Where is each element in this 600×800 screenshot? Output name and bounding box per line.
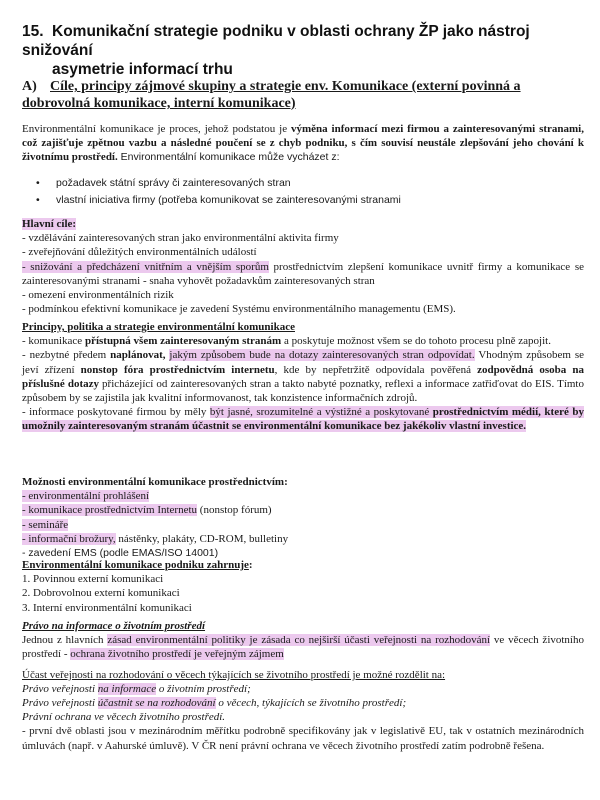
text-span: Právo veřejnosti — [22, 682, 98, 695]
page-title — [22, 22, 582, 79]
goals-heading: Hlavní cíle: — [22, 218, 77, 230]
text-span: , kde by nepřetržitě odpovídala pověřená — [274, 363, 478, 376]
text-span: nonstop fóra prostřednictvím internetu — [80, 363, 275, 376]
possibilities-heading: Možnosti environmentální komunikace prostřednictvím: — [22, 476, 288, 488]
text-span: a poskytuje možnost všem se do tohoto procesu plně zapojit. — [281, 335, 551, 348]
text-span: o životním prostředí; — [156, 682, 251, 695]
list-item: - podmínkou efektivní komunikace je zavedení Systému environmentálního managementu (EMS). — [22, 303, 456, 316]
intro-bullet-list — [22, 176, 584, 207]
right-info-paragraph — [22, 633, 584, 661]
title-number: 15. — [22, 23, 44, 40]
text-span: na informace — [97, 682, 157, 695]
section-a-heading — [22, 78, 582, 112]
list-item: - zveřejňování důležitých environmentálních událostí — [22, 246, 257, 259]
text-span: - informace poskytované firmou by měly — [22, 406, 210, 419]
text-span: : — [248, 559, 253, 571]
text-span: - informační brožury, — [22, 532, 116, 545]
list-item: Právní ochrana ve věcech životního prostředí. — [22, 711, 226, 724]
goals-block — [22, 217, 584, 316]
principle-3 — [22, 405, 584, 433]
text-span: účastnit se na rozhodování — [97, 697, 216, 710]
list-item: 3. Interní environmentální komunikaci — [22, 601, 192, 614]
list-item: - vzdělávání zainteresovaných stran jako environmentální aktivita firmy — [22, 232, 339, 245]
list-item: 2. Dobrovolnou externí komunikaci — [22, 587, 180, 600]
right-info-heading: Právo na informace o životním prostředí — [22, 620, 206, 632]
text-span: zodpovědná osoba na příslušné dotazy — [22, 363, 584, 390]
list-item — [22, 518, 584, 532]
text-span: nástěnky, plakáty, CD-ROM, bulletiny — [115, 532, 289, 545]
right-info-block — [22, 619, 584, 753]
text-span: jakým způsobem bude na dotazy zainteresovaných stran odpovídat. — [169, 349, 475, 362]
text-span: Vhodným způsobem se jeví zřízení — [22, 349, 584, 376]
section-letter: A) — [22, 79, 37, 94]
intro-text-a: Environmentální komunikace je proces, jehož podstatou je — [22, 123, 291, 135]
text-span: - environmentální prohlášení — [22, 490, 150, 503]
text-span: zásad environmentální politiky je zásada co nejširší účasti veřejnosti na rozhodování — [107, 634, 491, 647]
list-item: 1. Povinnou externí komunikaci — [22, 573, 164, 586]
section-a-title: Cíle, principy zájmové skupiny a strategie env. Komunikace (externí povinná a dobrovolná komunikace, interní komunikace) — [22, 79, 521, 111]
possibilities-block — [22, 475, 584, 560]
participation-heading: Účast veřejnosti na rozhodování o věcech týkajících se životního prostředí je možné rozdělit na: — [22, 668, 446, 681]
intro-text-bold: výměna informací mezi firmou a zainteresovanými stranami, což zajišťuje zpětnou vazbu a následné poučení se z chyb podniku, s čím souvisí neustále zlepšování jeho chování k životnímu prostředí. — [22, 123, 584, 164]
goal-highlight: - snižování a předcházení vnitřním a vnějším sporům — [22, 260, 269, 273]
intro-paragraph — [22, 122, 584, 165]
list-item — [22, 503, 584, 517]
text-span: Právo veřejnosti — [22, 697, 98, 710]
text-span: (nonstop fórum) — [197, 504, 272, 517]
goal-rest: prostřednictvím zlepšení komunikace uvnitř firmy a komunikace se zainteresovanými stranami - snaha vyhovět požadavkům zainteresovaných stran — [22, 260, 584, 287]
text-span: ve věcech životního prostředí - — [22, 634, 584, 661]
list-item — [22, 489, 584, 503]
list-item: • požadavek státní správy či zainteresovaných stran — [22, 176, 584, 190]
company-block — [22, 558, 584, 615]
principle-1 — [22, 334, 584, 348]
right-info-closing: - první dvě oblasti jsou v mezinárodním měřítku podrobně specifikovány jak v legislativě EU, tak v ostatních mezinárodních úmluvách (např. v Aahurské úmluvě). V ČR není právní ochrana ve věcech životního prostředí zatím podrobně řešena. — [22, 725, 584, 752]
list-item — [22, 532, 584, 546]
list-item: - omezení environmentálních rizik — [22, 289, 174, 302]
text-span: naplánovat, — [110, 349, 170, 362]
text-span: přicházející od zainteresovaných stran a takto nabyté poznatky, reflexi a informace zatřiďovat do EIS. Tímto způsobem by se zajistila jak kvalitní informovanost, tak konzistence informačních zdrojů. — [22, 377, 584, 405]
text-span: - nezbytné předem — [22, 349, 111, 362]
principles-block — [22, 320, 584, 434]
text-span: - semináře — [22, 518, 69, 531]
company-heading — [22, 558, 584, 572]
principles-heading: Principy, politika a strategie environmentální komunikace — [22, 321, 295, 333]
text-span: Jednou z hlavních — [22, 634, 108, 647]
text-span: Environmentální komunikace podniku zahrnuje — [22, 559, 249, 571]
text-span: být jasné, srozumitelné a výstižné a poskytované — [209, 406, 433, 419]
text-span: - komunikace prostřednictvím Internetu — [22, 504, 198, 517]
text-span: o věcech, týkajících se životního prostředí; — [215, 697, 407, 710]
list-item — [22, 260, 584, 288]
intro-text-c: Environmentální komunikace může vycházet z: — [117, 151, 340, 164]
text-span: přístupná všem zainteresovaným stranám — [84, 335, 282, 348]
principle-2 — [22, 348, 584, 405]
title-line-2: asymetrie informací trhu — [52, 61, 233, 78]
list-item — [22, 682, 584, 696]
list-item — [22, 696, 584, 710]
text-span: - komunikace — [22, 335, 85, 348]
text-span: ochrana životního prostředí je veřejným zájmem — [70, 648, 284, 661]
text-span: prostřednictvím médií, které by umožnily zainteresovaným stranám účastnit se environmentální komunikace bez jakékoliv vlastní investice. — [22, 406, 584, 433]
text-span: - zavedení EMS (podle EMAS/ISO 14001) — [22, 547, 219, 560]
list-item: • vlastní iniciativa firmy (potřeba komunikovat se zainteresovanými stranami — [22, 193, 584, 207]
title-line-1: Komunikační strategie podniku v oblasti ochrany ŽP jako nástroj snižování — [22, 23, 530, 59]
